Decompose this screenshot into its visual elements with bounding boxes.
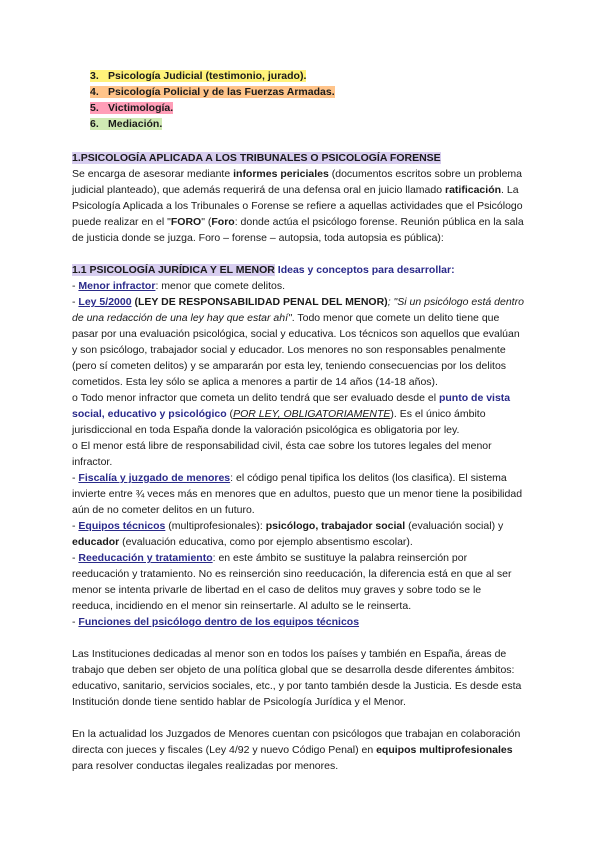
bullet-funciones: - Funciones del psicólogo dentro de los equipos técnicos xyxy=(72,616,360,628)
bullet-menor-infractor: - Menor infractor: menor que comete delitos. xyxy=(72,280,286,292)
sub-bullet-responsabilidad: o El menor está libre de responsabilidad civil, ésta cae sobre los tutores legales del menor infractor. xyxy=(72,440,492,468)
topic-item: 5. Victimología. xyxy=(90,102,174,114)
bullet-ley-5-2000: - Ley 5/2000 (LEY DE RESPONSABILIDAD PENAL DEL MENOR); "Si un psicólogo está dentro de una redacción de una ley hay que estar ahí". Todo menor que comete un delito tiene que pasar por una evaluación psicológica, social y educativa. Los técnicos son aquellos que evalúan y son psicólogo, trabajador social y educador. Los menores no son responsables penalmente (pero sí cometen delitos) y se ampararán por esta ley, teniendo consecuencias por los delitos cometidos. Esta ley sólo se aplica a menores a partir de 14 años (14-18 años). xyxy=(72,296,524,388)
menor-infractor-link[interactable]: Menor infractor xyxy=(78,280,156,292)
bullet-fiscalia: - Fiscalía y juzgado de menores: el código penal tipifica los delitos (los clasifica). El sistema invierte entre ¾ veces más en menores que en adultos, puesto que un menor tiene la posibilidad aún de no cometer delitos en un futuro. xyxy=(72,472,523,516)
topic-item: 6. Mediación. xyxy=(90,118,163,130)
reeducacion-link[interactable]: Reeducación y tratamiento xyxy=(78,552,213,564)
topic-item: 3. Psicología Judicial (testimonio, jurado). xyxy=(90,70,307,82)
topic-list xyxy=(90,68,524,132)
paragraph-juzgados: En la actualidad los Juzgados de Menores cuentan con psicólogos que trabajan en colaboración directa con jueces y fiscales (Ley 4/92 y nuevo Código Penal) en equipos multiprofesionales para resolver conductas ilegales realizadas por menores. xyxy=(72,728,521,772)
equipos-tecnicos-link[interactable]: Equipos técnicos xyxy=(78,520,166,532)
sub-bullet-evaluacion: o Todo menor infractor que cometa un delito tendrá que ser evaluado desde el punto de vista social, educativo y psicológico (POR LEY, OBLIGATORIAMENTE). Es el único ámbito jurisdiccional en toda España donde la valoración psicológica es obligatoria por ley. xyxy=(72,392,511,436)
bullet-equipos-tecnicos: - Equipos técnicos (multiprofesionales): psicólogo, trabajador social (evaluación social) y educador (evaluación educativa, como por ejemplo absentismo escolar). xyxy=(72,520,504,548)
paragraph-instituciones: Las Instituciones dedicadas al menor son en todos los países y también en España, áreas de trabajo que deben ser objeto de una política global que se desarrolla desde diferentes ámbitos: educativo, sanitario, servicios sociales, etc., y por tanto también desde la Justicia. Es desde esta Institución donde tiene sentido hablar de Psicología Jurídica y el Menor. xyxy=(72,648,522,708)
document-page xyxy=(72,68,524,774)
ley-5-2000-link[interactable]: Ley 5/2000 xyxy=(78,296,132,308)
topic-item: 4. Psicología Policial y de las Fuerzas Armadas. xyxy=(90,86,335,98)
section-1-paragraph: Se encarga de asesorar mediante informes periciales (documentos escritos sobre un problema judicial planteado), que además requerirá de una defensa oral en juicio llamado ratificación. La Psicología Aplicada a los Tribunales o Forense se refiere a aquellas actividades que el Psicólogo puede realizar en el "FORO" (Foro: donde actúa el psicólogo forense. Reunión pública en la sala de justicia donde se juzga. Foro – forense – autopsia, toda autopsia es pública): xyxy=(72,168,524,244)
section-1-1-title: 1.1 PSICOLOGÍA JURÍDICA Y EL MENOR Ideas y conceptos para desarrollar: xyxy=(72,264,455,276)
section-1-title: 1.PSICOLOGÍA APLICADA A LOS TRIBUNALES O PSICOLOGÍA FORENSE xyxy=(72,152,441,164)
funciones-link[interactable]: Funciones del psicólogo dentro de los equipos técnicos xyxy=(78,616,360,628)
bullet-reeducacion: - Reeducación y tratamiento: en este ámbito se sustituye la palabra reinserción por reeducación y tratamiento. No es reinserción sino reeducación, la diferencia está en que al ser menor se intenta privarle de libertad en el caso de delitos muy graves y sobre todo se le reeduca, incidiendo en el menor sin reinsertarle. Al adulto se le reinserta. xyxy=(72,552,512,612)
fiscalia-link[interactable]: Fiscalía y juzgado de menores xyxy=(78,472,231,484)
